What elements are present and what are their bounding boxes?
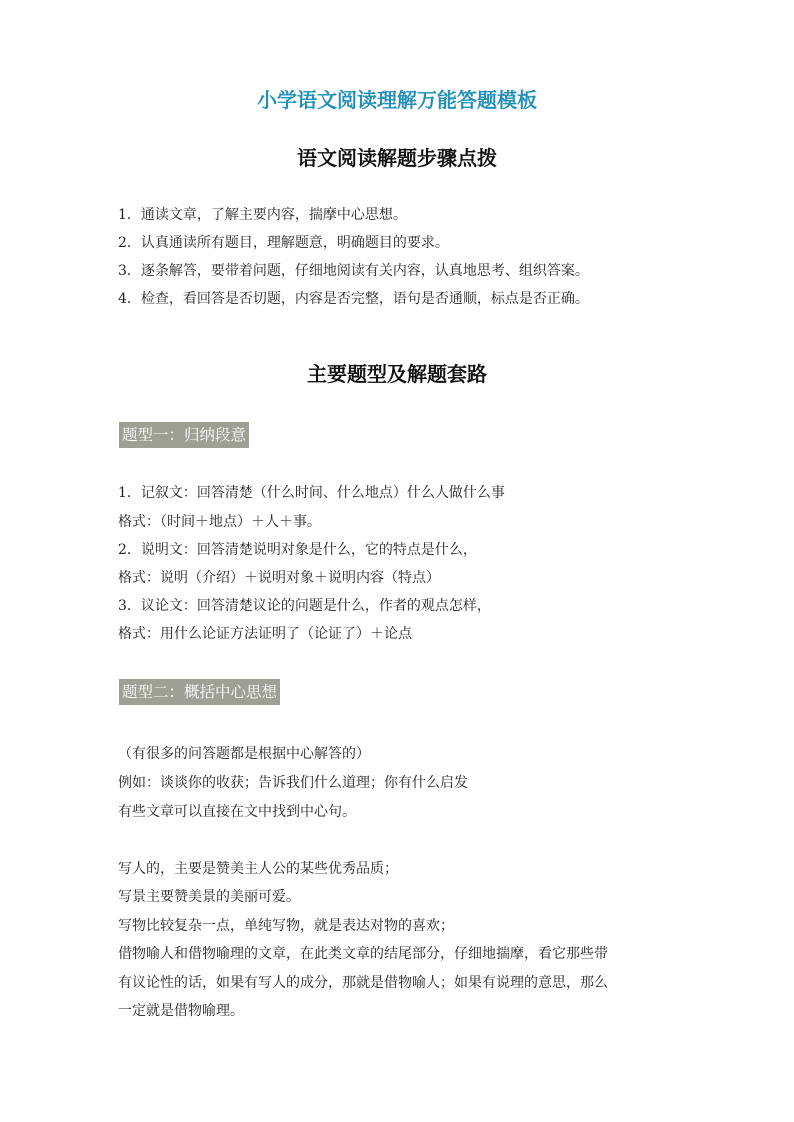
- type2-line: 有议论性的话，如果有写人的成分，那就是借物喻人；如果有说理的意思，那么: [118, 975, 608, 991]
- type1-line: 格式：用什么论证方法证明了（论证了）＋论点: [118, 626, 412, 642]
- type2-line: （有很多的问答题都是根据中心解答的）: [118, 746, 370, 762]
- type2-line: 写景主要赞美景的美丽可爱。: [118, 889, 300, 905]
- section-heading-question-types: 主要题型及解题套路: [307, 362, 487, 386]
- type1-line: 1．记叙文：回答清楚（什么时间、什么地点）什么人做什么事: [118, 485, 505, 501]
- question-type-2-label: 题型二：概括中心思想: [119, 679, 280, 705]
- type2-line: 借物喻人和借物喻理的文章，在此类文章的结尾部分，仔细地揣摩，看它那些带: [118, 946, 608, 962]
- question-type-1-label: 题型一：归纳段意: [119, 422, 249, 448]
- step-item: 2．认真通读所有题目，理解题意，明确题目的要求。: [118, 235, 449, 251]
- type2-line: 有些文章可以直接在文中找到中心句。: [118, 804, 356, 820]
- section-heading-steps: 语文阅读解题步骤点拨: [297, 146, 497, 170]
- type1-line: 格式：（时间＋地点）＋人＋事。: [118, 514, 321, 530]
- type1-line: 3．议论文：回答清楚议论的问题是什么，作者的观点怎样，: [118, 598, 491, 614]
- step-item: 1．通读文章，了解主要内容，揣摩中心思想。: [118, 207, 407, 223]
- type2-line: 例如：谈谈你的收获；告诉我们什么道理；你有什么启发: [118, 775, 468, 791]
- type2-line: 写人的，主要是赞美主人公的某些优秀品质；: [118, 861, 398, 877]
- type1-line: 格式：说明（介绍）＋说明对象＋说明内容（特点）: [118, 570, 440, 586]
- document-title: 小学语文阅读理解万能答题模板: [257, 88, 537, 112]
- type2-line: 一定就是借物喻理。: [118, 1003, 244, 1019]
- step-item: 3．逐条解答，要带着问题，仔细地阅读有关内容，认真地思考、组织答案。: [118, 263, 589, 279]
- type1-line: 2．说明文：回答清楚说明对象是什么，它的特点是什么，: [118, 542, 477, 558]
- type2-line: 写物比较复杂一点，单纯写物，就是表达对物的喜欢；: [118, 918, 454, 934]
- step-item: 4．检查，看回答是否切题，内容是否完整，语句是否通顺，标点是否正确。: [118, 291, 589, 307]
